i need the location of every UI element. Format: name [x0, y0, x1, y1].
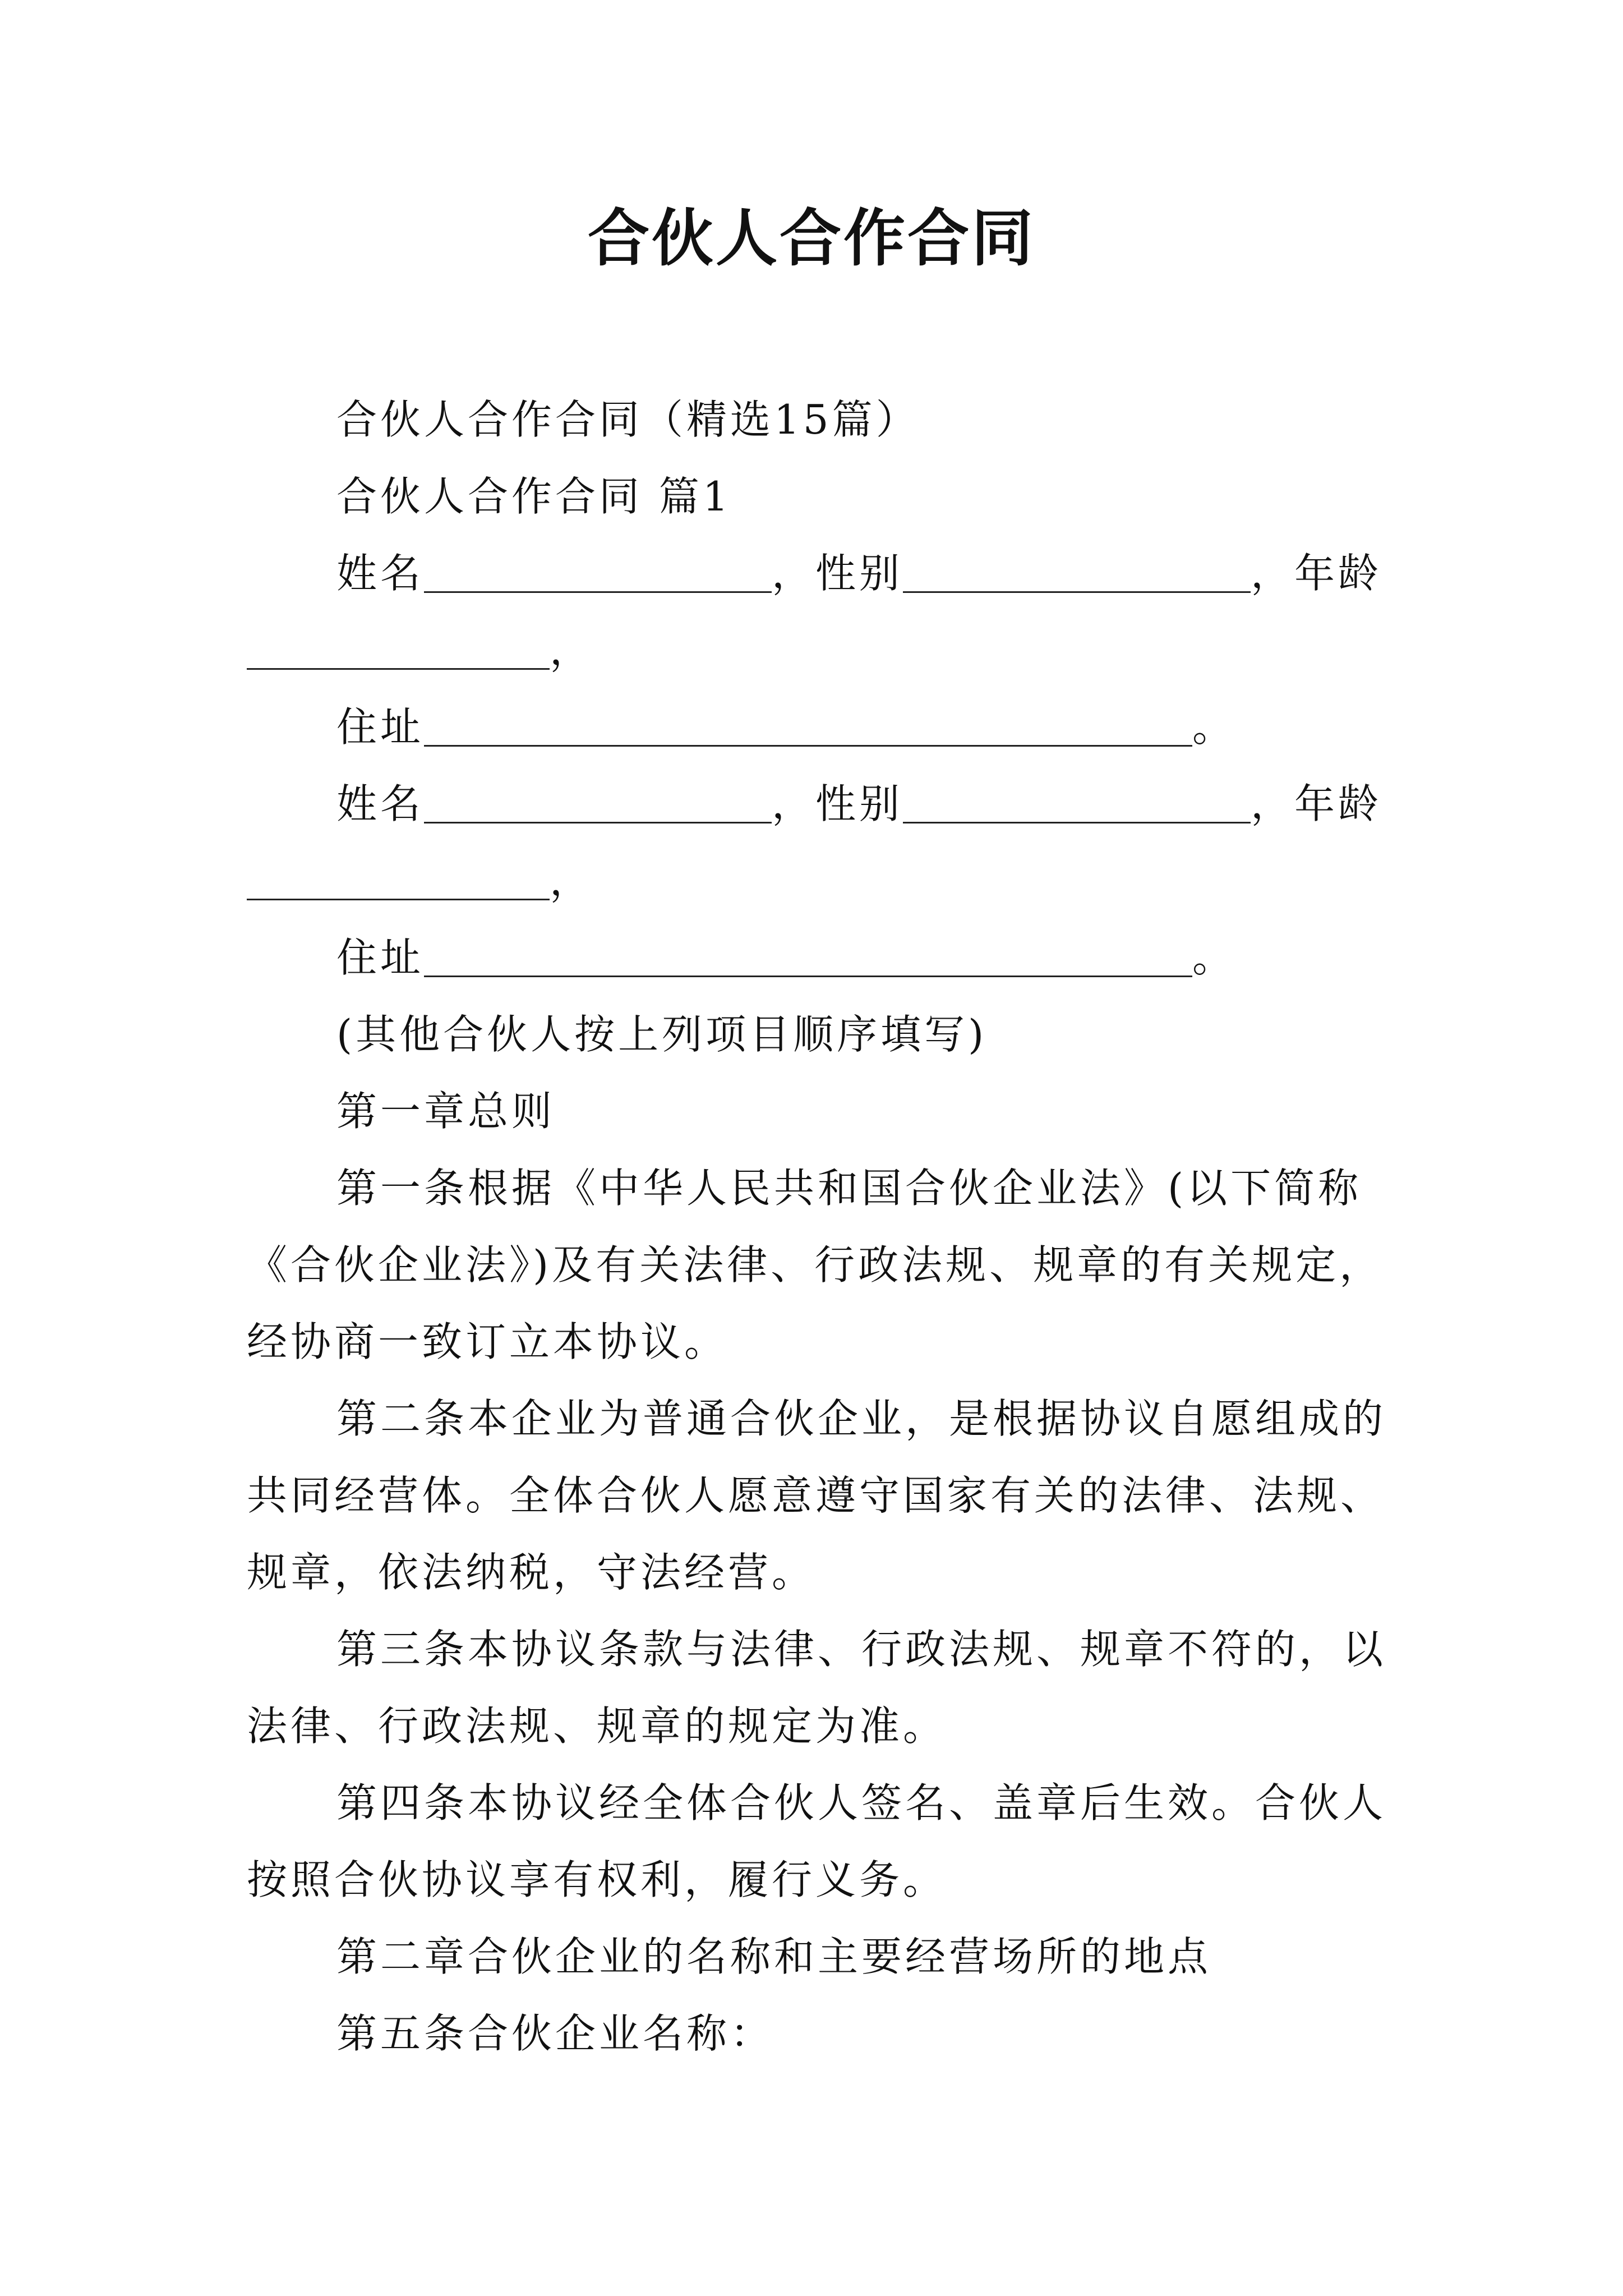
partner1-age-label: ，年龄	[1251, 550, 1382, 597]
partner2-sex-field[interactable]	[903, 781, 1251, 823]
partner1-address-end: 。	[1192, 703, 1237, 751]
partner2-age-label: ，年龄	[1251, 780, 1382, 827]
document-title: 合伙人合作合同	[588, 202, 1035, 274]
chapter-1-heading: 第一章总则	[336, 1088, 556, 1135]
part-heading: 合伙人合作合同 篇1	[336, 473, 732, 520]
article-2: 第二条本企业为普通合伙企业，是根据协议自愿组成的共同经营体。全体合伙人愿意遵守国家有关的法律、法规、规章，依法纳税，守法经营。	[247, 1395, 1387, 1596]
partner2-address-label: 住址	[336, 934, 425, 981]
partner2-info-line	[247, 766, 1391, 843]
partner1-address-field[interactable]	[424, 705, 1192, 747]
partner2-address-line	[247, 919, 1391, 996]
chapter-2-heading: 第二章合伙企业的名称和主要经营场所的地点	[336, 1933, 1212, 1980]
partner2-address-field[interactable]	[424, 935, 1192, 977]
partner1-name-field[interactable]	[424, 551, 772, 593]
partner2-name-field[interactable]	[424, 781, 772, 823]
partner2-age-line	[247, 843, 1391, 919]
partner1-info-line	[247, 535, 1391, 612]
partner2-name-label: 姓名	[336, 780, 425, 827]
partner1-age-line	[247, 612, 1391, 689]
partner1-name-label: 姓名	[336, 550, 425, 597]
partner1-sex-label: ，性别	[772, 550, 903, 597]
article-4: 第四条本协议经全体合伙人签名、盖章后生效。合伙人按照合伙协议享有权利，履行义务。	[247, 1779, 1387, 1903]
partner2-address-end: 。	[1192, 934, 1237, 981]
partner2-age-field[interactable]	[247, 858, 550, 900]
partner1-age-end: ，	[550, 627, 594, 674]
article-1: 第一条根据《中华人民共和国合伙企业法》(以下简称《合伙企业法》)及有关法律、行政法规、规章的有关规定，经协商一致订立本协议。	[247, 1165, 1384, 1365]
partner2-age-end: ，	[550, 857, 594, 904]
partner1-sex-field[interactable]	[903, 551, 1251, 593]
partner1-age-field[interactable]	[247, 628, 550, 670]
article-5: 第五条合伙企业名称：	[336, 2010, 774, 2057]
partner2-sex-label: ，性别	[772, 780, 903, 827]
document-body	[247, 381, 1391, 2072]
other-partners-note: (其他合伙人按上列项目顺序填写)	[336, 1011, 988, 1058]
partner1-address-label: 住址	[336, 703, 425, 751]
article-3: 第三条本协议条款与法律、行政法规、规章不符的，以法律、行政法规、规章的规定为准。	[247, 1626, 1387, 1750]
partner1-address-line	[247, 689, 1391, 766]
subtitle: 合伙人合作合同（精选15篇）	[336, 396, 920, 443]
